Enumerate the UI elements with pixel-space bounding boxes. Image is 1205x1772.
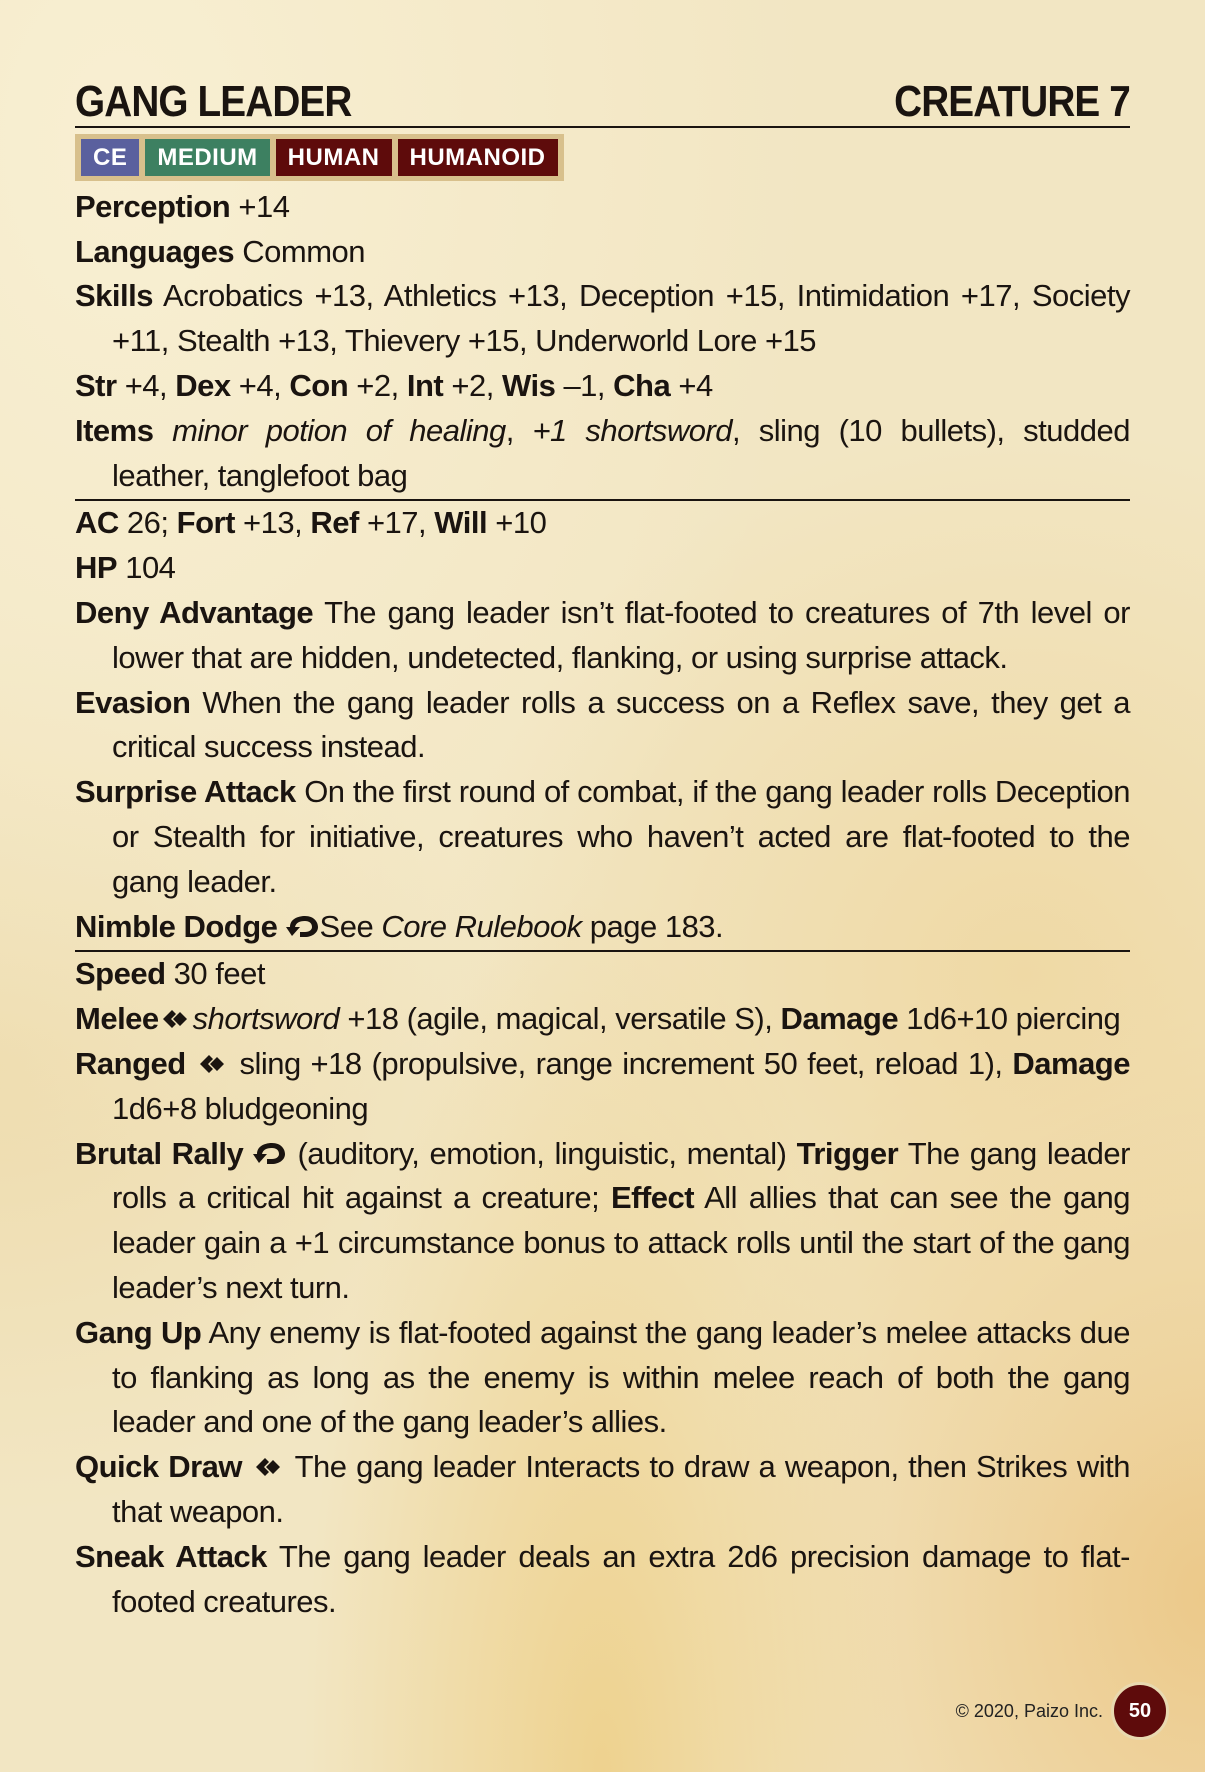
copyright: © 2020, Paizo Inc. (955, 1700, 1103, 1721)
trait-bar (75, 134, 564, 181)
single-action-icon (196, 1051, 230, 1077)
quick-draw: Quick Draw The gang leader Interacts to draw a weapon, then Strikes with that weapon. (75, 1449, 1130, 1529)
skills-line: Skills Acrobatics +13, Athletics +13, Deception +15, Intimidation +17, Society +11, Stealth +13, Thievery +15, Underworld Lore +15 (75, 278, 1131, 359)
page-number: 50 (1111, 1682, 1169, 1740)
page-footer (956, 1682, 1169, 1740)
gang-up: Gang Up Any enemy is flat-footed against the gang leader’s melee attacks due to flanking as long as the enemy is within melee reach of both the gang leader and one of the gang leader’s allies. (75, 1314, 1130, 1440)
ranged-strike: Ranged sling +18 (propulsive, range increment 50 feet, reload 1), Damage 1d6+8 bludgeoning (75, 1045, 1130, 1126)
perception-line: Perception +14 (75, 188, 290, 224)
speed-line: Speed 30 feet (75, 956, 265, 992)
creature-name: GANG LEADER (75, 77, 352, 126)
single-action-icon (252, 1454, 286, 1480)
evasion: Evasion When the gang leader rolls a success on a Reflex save, they get a critical success instead. (75, 684, 1130, 765)
single-action-icon (159, 1006, 193, 1032)
nimble-dodge: Nimble Dodge See Core Rulebook page 183. (75, 908, 724, 944)
items-line: Items minor potion of healing, +1 shortsword, sling (10 bullets), studded leather, tanglefoot bag (75, 412, 1130, 493)
reaction-icon (286, 914, 320, 940)
reaction-icon (253, 1141, 287, 1167)
melee-strike: Melee shortsword +18 (agile, magical, versatile S), Damage 1d6+10 piercing (75, 1001, 1121, 1037)
defense-line: AC 26; Fort +13, Ref +17, Will +10 (75, 505, 547, 541)
stat-block (75, 70, 1130, 1624)
creature-level: CREATURE 7 (894, 77, 1130, 126)
sneak-attack: Sneak Attack The gang leader deals an extra 2d6 precision damage to flat-footed creatures. (75, 1538, 1130, 1619)
surprise-attack: Surprise Attack On the first round of combat, if the gang leader rolls Deception or Stealth for initiative, creatures who haven’t acted are flat-footed to the gang leader. (75, 774, 1130, 899)
trait-humanoid: HUMANOID (398, 139, 558, 176)
trait-size: MEDIUM (145, 139, 269, 176)
deny-advantage: Deny Advantage The gang leader isn’t flat-footed to creatures of 7th level or lower that are hidden, undetected, flanking, or using surprise attack. (75, 594, 1130, 675)
hp-line: HP 104 (75, 550, 176, 586)
trait-human: HUMAN (276, 139, 392, 176)
ability-scores: Str +4, Dex +4, Con +2, Int +2, Wis –1, Cha +4 (75, 367, 713, 403)
languages-line: Languages Common (75, 233, 366, 269)
title-row (75, 70, 1130, 128)
trait-alignment: CE (81, 139, 139, 176)
brutal-rally: Brutal Rally (auditory, emotion, linguistic, mental) Trigger The gang leader rolls a critical hit against a creature; Effect All allies that can see the gang leader gain a +1 circumstance bonus to attack rolls until the start of the gang leader’s next turn. (75, 1135, 1131, 1305)
